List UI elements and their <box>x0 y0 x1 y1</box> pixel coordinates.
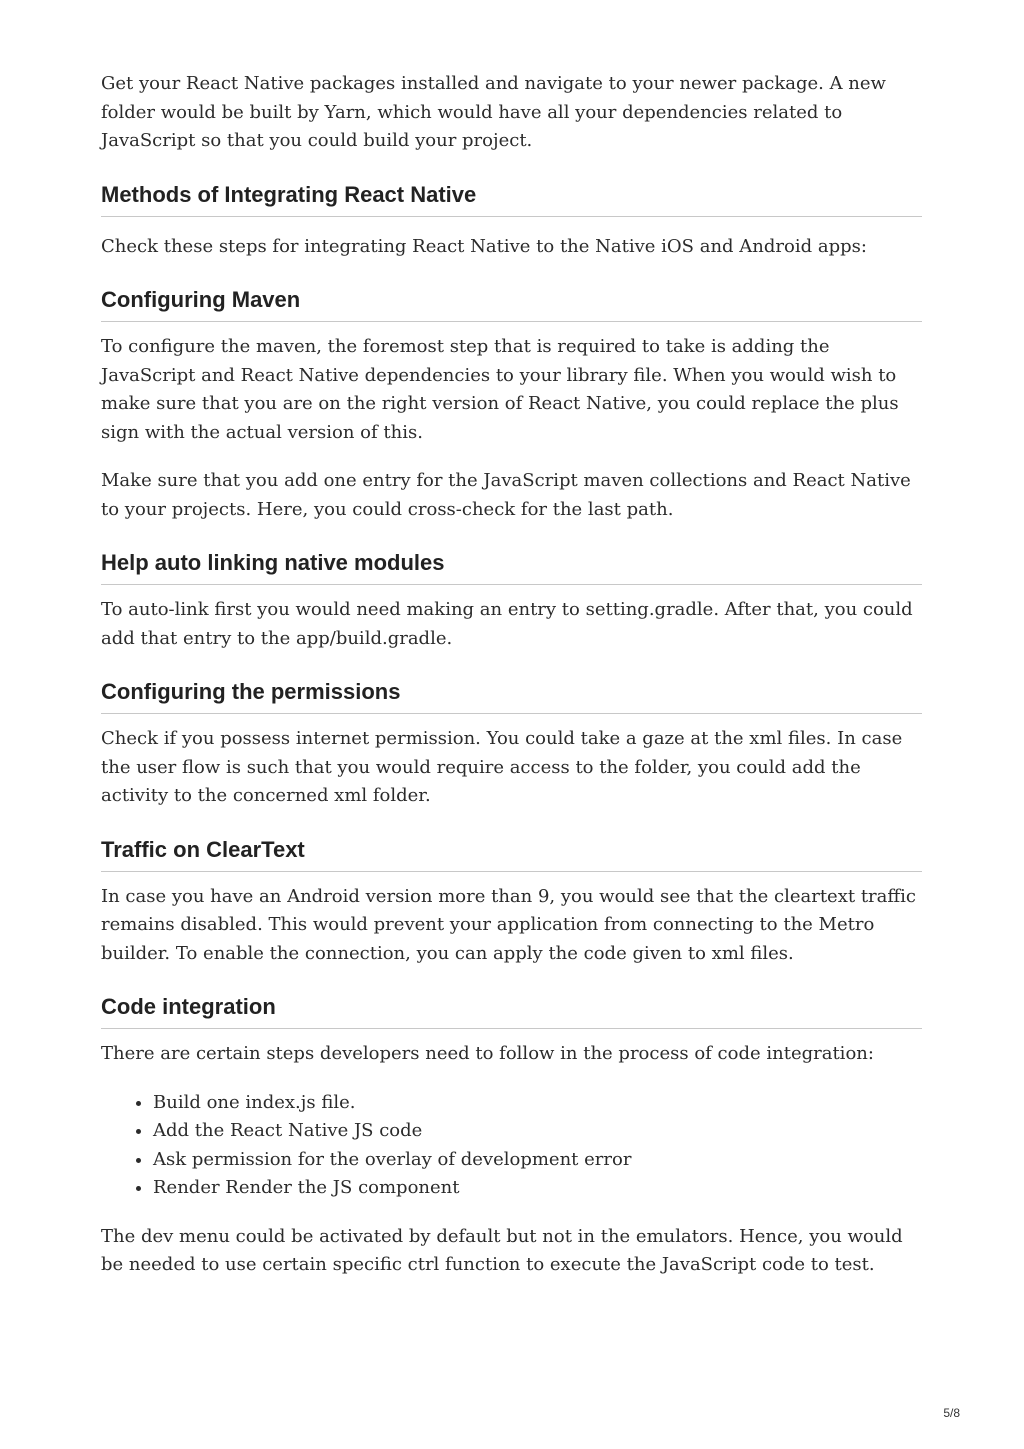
page-number: 5/8 <box>943 1406 960 1420</box>
maven-paragraph-1: To configure the maven, the foremost step that is required to take is adding the JavaScript and React Native dependencies to your library file. When you would wish to make sure that you are on the right version of React Native, you could replace the plus sign with the actual version of this. <box>101 336 899 443</box>
heading-code-integration: Code integration <box>101 994 922 1029</box>
document-page <box>101 70 922 1280</box>
autolink-paragraph: To auto-link first you would need making an entry to setting.gradle. After that, you could add that entry to the app/build.gradle. <box>101 599 913 649</box>
code-paragraph-2: The dev menu could be activated by default but not in the emulators. Hence, you would be needed to use certain specific ctrl function to execute the JavaScript code to test. <box>101 1225 903 1275</box>
heading-cleartext: Traffic on ClearText <box>101 837 922 872</box>
maven-paragraph-2: Make sure that you add one entry for the JavaScript maven collections and React Native to your projects. Here, you could cross-check for the last path. <box>101 470 911 520</box>
heading-permissions: Configuring the permissions <box>101 679 922 714</box>
list-item: • Add the React Native JS code <box>153 1117 922 1146</box>
heading-configuring-maven: Configuring Maven <box>101 287 922 322</box>
list-item: • Ask permission for the overlay of development error <box>153 1146 922 1175</box>
permissions-paragraph: Check if you possess internet permission. You could take a gaze at the xml files. In case the user flow is such that you would require access to the folder, you could add the activity to the concerned xml folder. <box>101 728 903 806</box>
heading-auto-linking: Help auto linking native modules <box>101 550 922 585</box>
list-item: • Render Render the JS component <box>153 1174 922 1203</box>
intro-paragraph: Get your React Native packages installed and navigate to your newer package. A new folder would be built by Yarn, which would have all your dependencies related to JavaScript so that you could build your project. <box>101 73 886 151</box>
code-steps-list <box>101 1089 922 1203</box>
heading-methods: Methods of Integrating React Native <box>101 182 922 217</box>
list-item: • Build one index.js file. <box>153 1089 922 1118</box>
code-paragraph-1: There are certain steps developers need to follow in the process of code integration: <box>101 1043 874 1064</box>
cleartext-paragraph: In case you have an Android version more than 9, you would see that the cleartext traffic remains disabled. This would prevent your application from connecting to the Metro builder. To enable the connection, you can apply the code given to xml files. <box>101 885 917 964</box>
methods-paragraph: Check these steps for integrating React Native to the Native iOS and Android apps: <box>101 235 867 257</box>
